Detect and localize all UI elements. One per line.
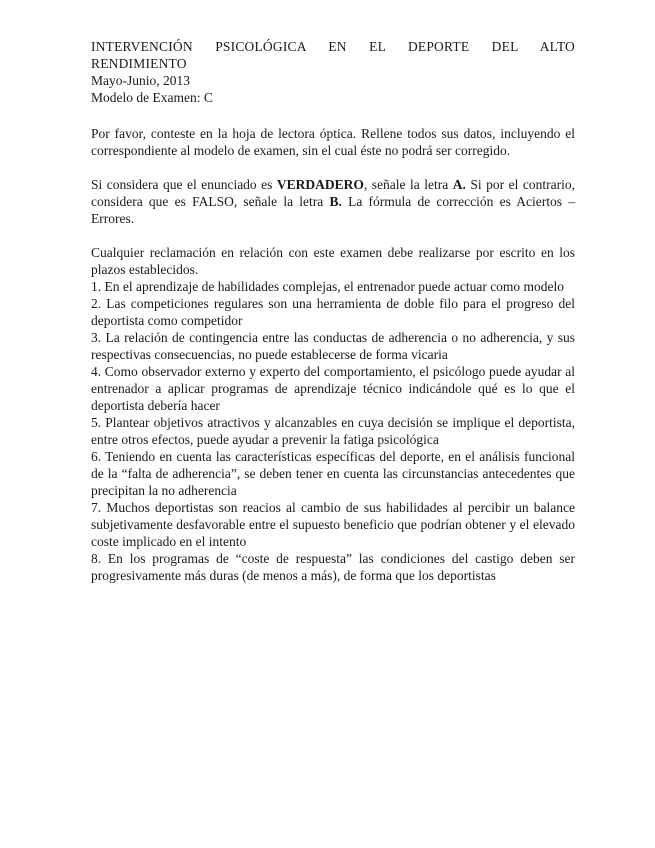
question-8 — [91, 550, 575, 584]
question-1-number: 1. — [91, 279, 102, 294]
question-8-number: 8. — [91, 551, 102, 566]
question-6-number: 6. — [91, 449, 102, 464]
question-2 — [91, 295, 575, 329]
question-6-text: Teniendo en cuenta las características específicas del deporte, en el análisis funcional de la “falta de adherencia”, se deben tener en cuenta las circunstancias antecedentes que precipitan la no adherencia — [91, 449, 575, 498]
question-7-text: Muchos deportistas son reacios al cambio de sus habilidades al percibir un balance subjetivamente desfavorable entre el supuesto beneficio que podrían obtener y el elevado coste implicado en el intento — [91, 500, 575, 549]
question-7 — [91, 499, 575, 550]
question-1 — [91, 278, 575, 295]
instructions-p2-part1: Si considera que el enunciado es — [91, 177, 277, 192]
instructions-p2-part2: , señale la letra — [363, 177, 453, 192]
question-4 — [91, 363, 575, 414]
question-4-text: Como observador externo y experto del comportamiento, el psicólogo puede ayudar al entrenador a aplicar programas de aprendizaje técnico indicándole qué es lo que el deportista debería hacer — [91, 364, 575, 413]
instructions-paragraph-2 — [91, 176, 575, 227]
question-2-text: Las competiciones regulares son una herramienta de doble filo para el progreso del deportista como competidor — [91, 296, 575, 328]
question-7-number: 7. — [91, 500, 102, 515]
exam-model: Modelo de Examen: C — [91, 90, 213, 105]
exam-title: INTERVENCIÓN PSICOLÓGICA EN EL DEPORTE DEL ALTO RENDIMIENTO — [91, 39, 575, 71]
question-5 — [91, 414, 575, 448]
exam-date: Mayo-Junio, 2013 — [91, 73, 190, 88]
question-3 — [91, 329, 575, 363]
instructions-p2-true: VERDADERO — [276, 177, 364, 192]
question-8-text: En los programas de “coste de respuesta” las condiciones del castigo deben ser progresivamente más duras (de menos a más), de forma que los deportistas — [91, 551, 575, 583]
question-1-text: En el aprendizaje de habilidades complejas, el entrenador puede actuar como modelo — [101, 279, 565, 294]
exam-document — [91, 38, 575, 584]
instructions-p2-letter-a: A. — [452, 177, 466, 192]
instructions-p2-letter-b: B. — [329, 194, 342, 209]
question-5-text: Plantear objetivos atractivos y alcanzables en cuya decisión se implique el deportista, entre otros efectos, puede ayudar a prevenir la fatiga psicológica — [91, 415, 575, 447]
question-5-number: 5. — [91, 415, 102, 430]
question-3-number: 3. — [91, 330, 102, 345]
instructions-p2-part3: Si por el contrario, considera que es FALSO, señale la letra — [91, 177, 575, 209]
instructions-paragraph-3: Cualquier reclamación en relación con este examen debe realizarse por escrito en los plazos establecidos. — [91, 245, 575, 277]
question-6 — [91, 448, 575, 499]
instructions-p2-part4: La fórmula de corrección es Aciertos – Errores. — [91, 194, 575, 226]
instructions-paragraph-1: Por favor, conteste en la hoja de lectora óptica. Rellene todos sus datos, incluyendo el correspondiente al modelo de examen, sin el cual éste no podrá ser corregido. — [91, 126, 575, 158]
question-2-number: 2. — [91, 296, 102, 311]
question-4-number: 4. — [91, 364, 102, 379]
question-3-text: La relación de contingencia entre las conductas de adherencia o no adherencia, y sus respectivas consecuencias, no puede establecerse de forma vicaria — [91, 330, 575, 362]
